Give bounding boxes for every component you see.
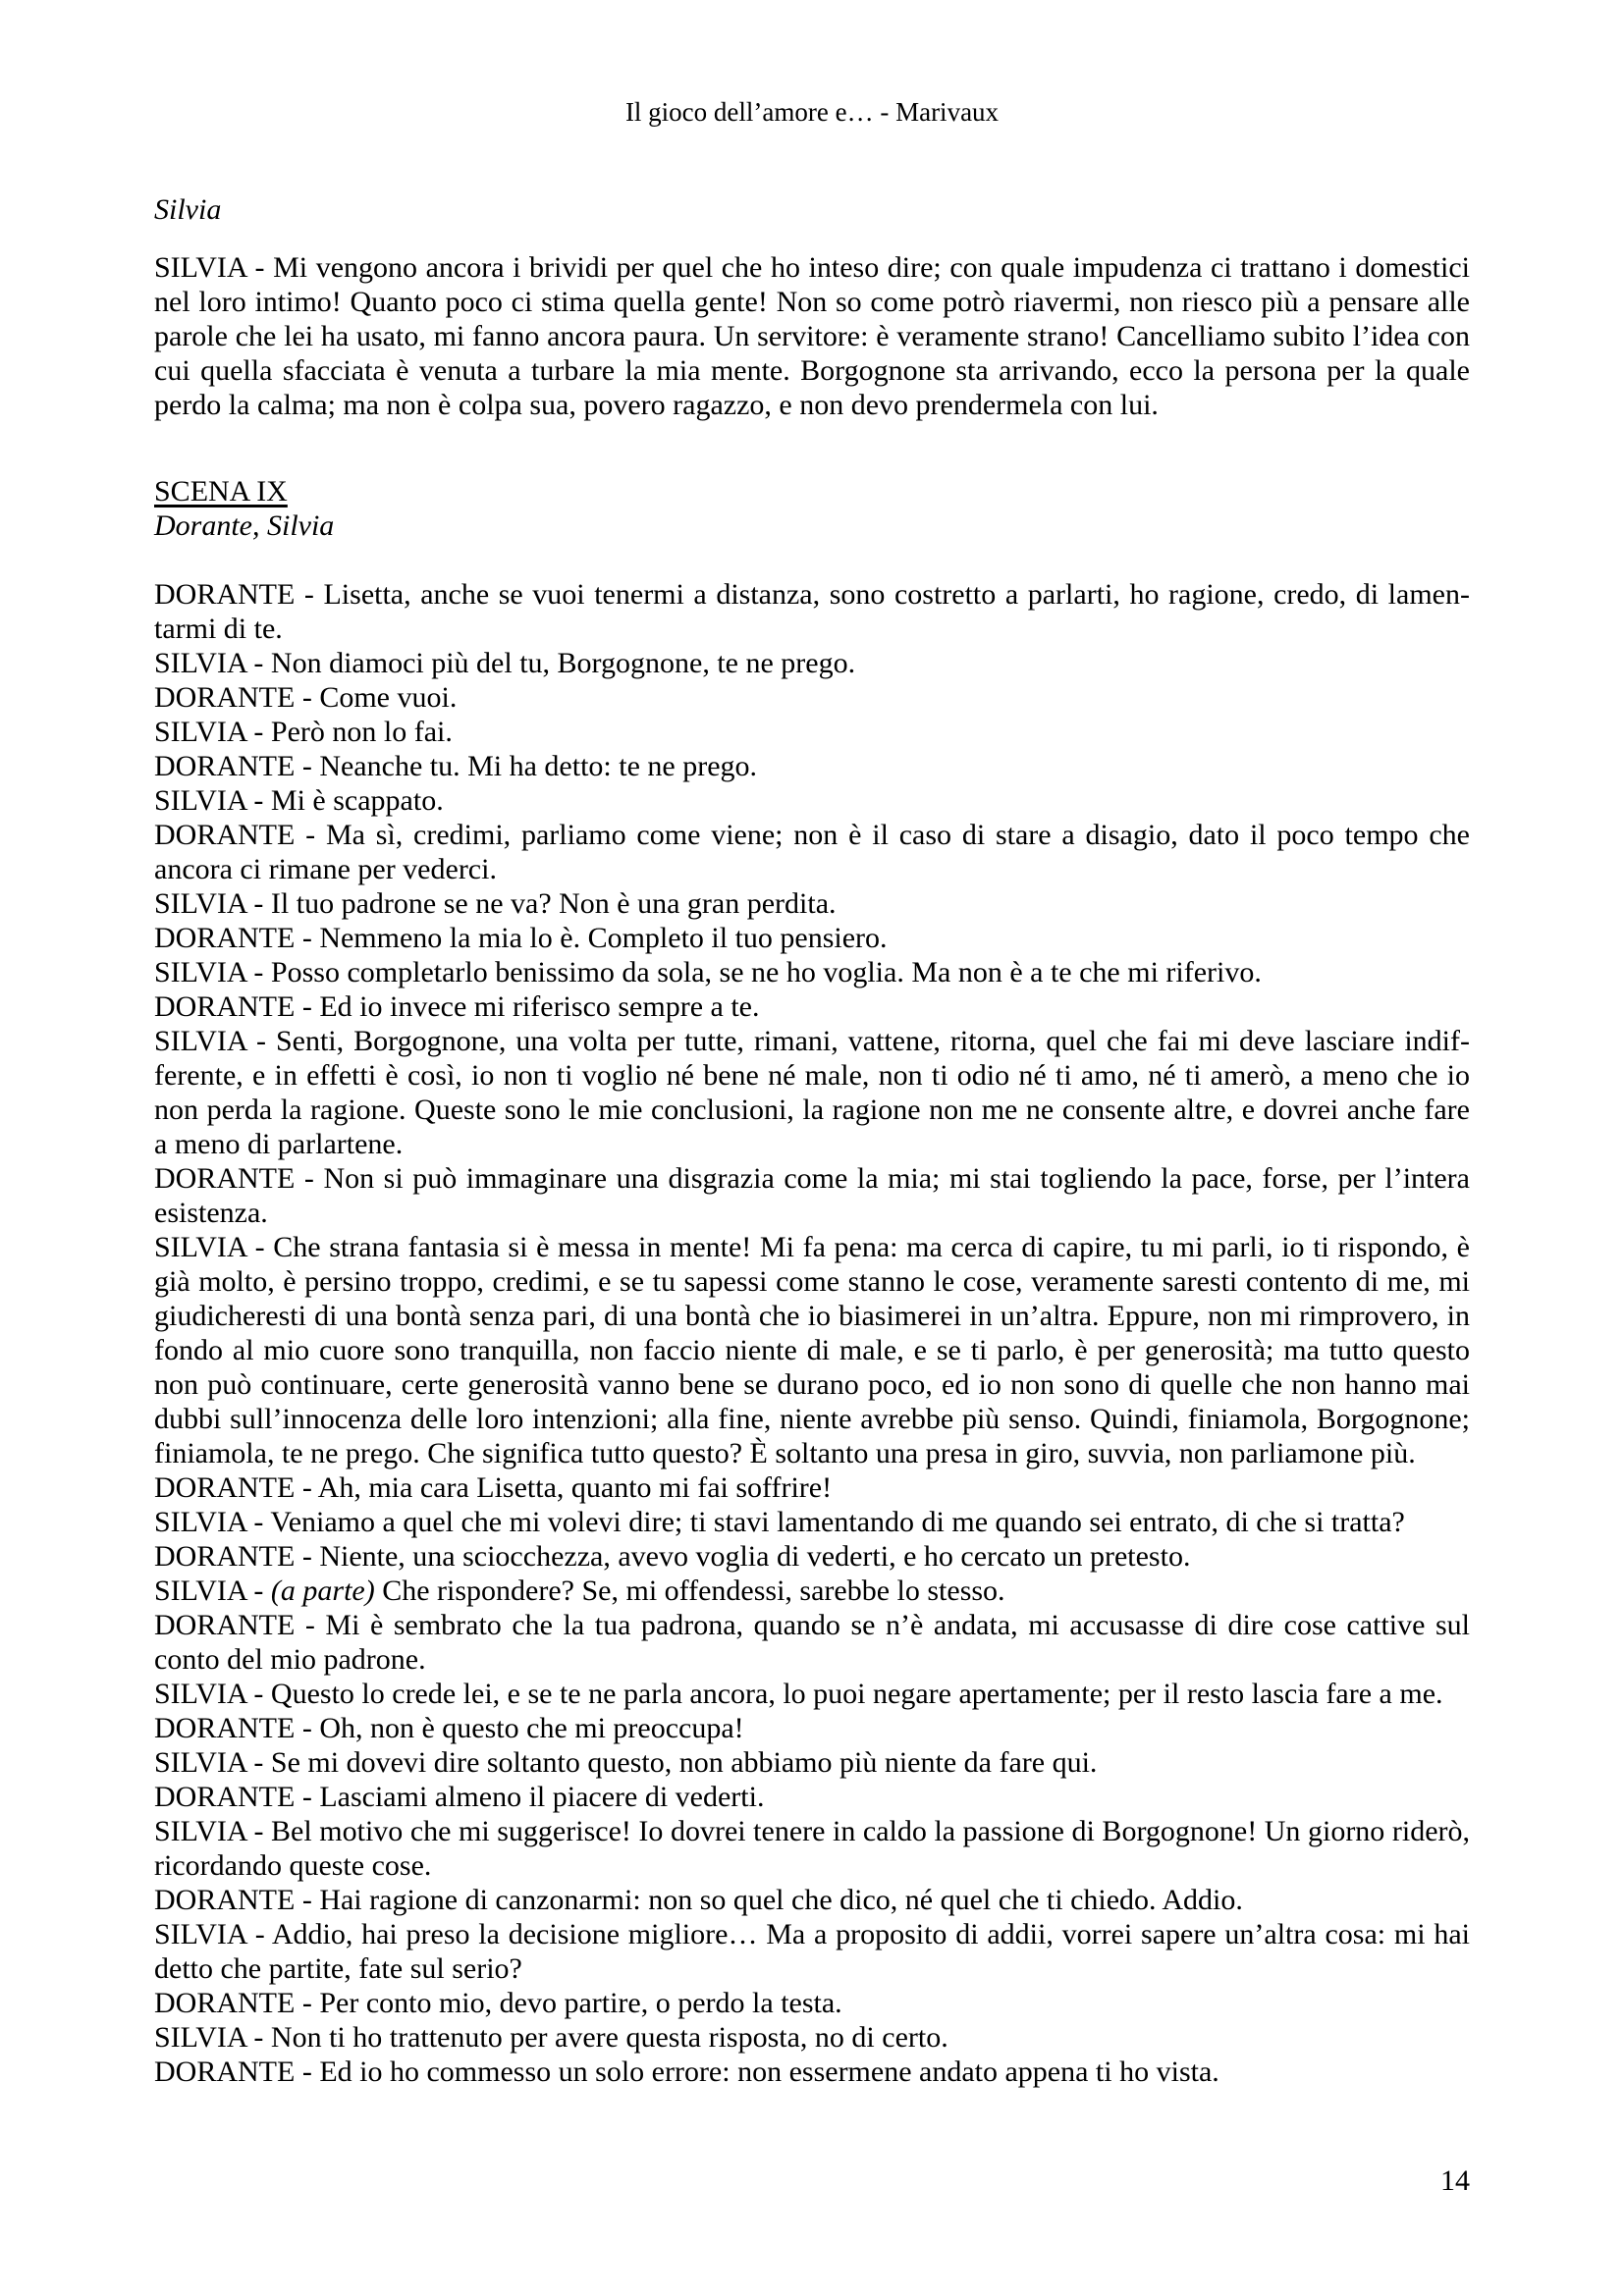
speech-line: SILVIA - Questo lo crede lei, e se te ne parla ancora, lo puoi negare apertamente; per il resto lascia fare a me. xyxy=(154,1678,1443,1710)
speech-line: SILVIA - (a parte) Che rispondere? Se, mi offendessi, sarebbe lo stesso. xyxy=(154,1575,1005,1607)
speech-line: DORANTE - Ah, mia cara Lisetta, quanto mi fai soffrire! xyxy=(154,1471,833,1504)
speaker-name: DORANTE xyxy=(154,990,296,1023)
speech-line: DORANTE - Come vuoi. xyxy=(154,681,458,714)
speaker-name: SILVIA xyxy=(154,1815,246,1847)
aside-direction: (a parte) xyxy=(270,1575,375,1607)
speech-line: SILVIA - Il tuo padrone se ne va? Non è una gran perdita. xyxy=(154,887,837,920)
speech-line: SILVIA - Che strana fantasia si è messa in mente! Mi fa pena: ma cerca di capire, tu mi parli, io ti rispondo, è già molto, è persino troppo, credimi, e se tu sapessi come stanno le cose, veramente saresti contento di me, mi giudicheresti di una bontà senza pari, di una bontà che io biasimerei in un’altra. Eppure, non mi rimprovero, in fondo al mio cuore sono tranquilla, non faccio niente di male, e se ti parlo, è per generosità; ma tutto questo non può continuare, certe generosità vanno bene se durano poco, ed io non sono di quelle che non hanno mai dubbi sull’innocenza delle loro intenzioni; alla fine, niente avrebbe più senso. Quindi, finiamola, Borgognone; finiamola, te ne prego. Che significa tutto questo? È soltanto una presa in giro, suvvia, non parliamone più. xyxy=(154,1231,1470,1469)
speaker-name: SILVIA xyxy=(154,1678,246,1710)
speech-line: DORANTE - Ed io invece mi riferisco sempre a te. xyxy=(154,990,760,1023)
page-content xyxy=(154,0,1470,2089)
scene-heading xyxy=(154,474,1470,508)
speaker-name: SILVIA xyxy=(154,1025,246,1057)
scene-characters: Dorante, Silvia xyxy=(154,509,335,542)
speech-line: DORANTE - Ma sì, credimi, parliamo come viene; non è il caso di stare a disagio, dato il poco tempo che ancora ci rimane per vederci. xyxy=(154,819,1470,885)
speaker-name: DORANTE xyxy=(154,1884,296,1916)
speaker-name: DORANTE xyxy=(154,2056,296,2088)
speaker-name: DORANTE xyxy=(154,1471,296,1504)
speaker-name: SILVIA xyxy=(154,1506,246,1538)
speech-line: DORANTE - Per conto mio, devo partire, o perdo la testa. xyxy=(154,1987,842,2019)
speaker-name: SILVIA xyxy=(154,784,246,817)
speech-line: SILVIA - Posso completarlo benissimo da sola, se ne ho voglia. Ma non è a te che mi riferivo. xyxy=(154,956,1262,988)
speaker-name: DORANTE xyxy=(154,1162,296,1195)
speech-line: SILVIA - Mi è scappato. xyxy=(154,784,444,817)
speaker-name: DORANTE xyxy=(154,578,296,611)
scene-heading-text: SCENA IX xyxy=(154,475,288,507)
page-number: 14 xyxy=(1440,2164,1470,2197)
speech-line: SILVIA - Veniamo a quel che mi volevi dire; ti stavi lamentando di me quando sei entrato, di che si tratta? xyxy=(154,1506,1405,1538)
speaker-name: DORANTE xyxy=(154,1987,296,2019)
speech-line: SILVIA - Bel motivo che mi suggerisce! Io dovrei tenere in caldo la passione di Borgognone! Un giorno riderò, ricordando queste cose. xyxy=(154,1815,1470,1882)
speaker-name: DORANTE xyxy=(154,1781,296,1813)
speaker-name: SILVIA xyxy=(154,887,246,920)
speaker-name: DORANTE xyxy=(154,922,296,954)
speaker-name: SILVIA xyxy=(154,1918,246,1950)
header-title: Il gioco dell’amore e… - Marivaux xyxy=(624,97,1000,127)
monologue xyxy=(154,250,1470,422)
speaker-name: DORANTE xyxy=(154,750,296,782)
speaker-name: DORANTE xyxy=(154,1609,296,1641)
speaker-name: SILVIA xyxy=(154,1746,246,1779)
speaker-name: DORANTE xyxy=(154,1712,296,1744)
speaker-name: SILVIA xyxy=(154,1231,246,1263)
speech-line: SILVIA - Mi vengono ancora i brividi per quel che ho inteso dire; con quale impudenza ci trattano i domestici nel loro intimo! Quanto poco ci stima quella gente! Non so come potrò riavermi, non riesco più a pensare alle parole che lei ha usato, mi fanno ancora paura. Un servitore: è veramente strano! Cancelliamo subito l’idea con cui quella sfacciata è venuta a turbare la mia mente. Borgognone sta arrivando, ecco la persona per la quale perdo la calma; ma non è colpa sua, povero ragazzo, e non devo prendermela con lui. xyxy=(154,251,1471,421)
speaker-name: SILVIA xyxy=(154,2021,246,2054)
speech-line: DORANTE - Lisetta, anche se vuoi tenermi a distanza, sono costretto a parlarti, ho ragione, credo, di lamentarmi di te. xyxy=(154,578,1470,645)
speech-line: SILVIA - Se mi dovevi dire soltanto questo, non abbiamo più niente da fare qui. xyxy=(154,1746,1098,1779)
speaker-name: SILVIA xyxy=(154,956,246,988)
speech-line: SILVIA - Addio, hai preso la decisione migliore… Ma a proposito di addii, vorrei sapere un’altra cosa: mi hai detto che partite, fate sul serio? xyxy=(154,1918,1470,1985)
speech-line: SILVIA - Non diamoci più del tu, Borgognone, te ne prego. xyxy=(154,647,856,679)
speech-line: SILVIA - Non ti ho trattenuto per avere questa risposta, no di certo. xyxy=(154,2021,948,2054)
speech-line: DORANTE - Ed io ho commesso un solo errore: non essermene andato appena ti ho vista. xyxy=(154,2056,1219,2088)
speech-line: DORANTE - Nemmeno la mia lo è. Completo il tuo pensiero. xyxy=(154,922,888,954)
speaker-name: DORANTE xyxy=(154,1540,296,1573)
speech-line: DORANTE - Hai ragione di canzonarmi: non so quel che dico, né quel che ti chiedo. Addio. xyxy=(154,1884,1243,1916)
speech-line: DORANTE - Non si può immaginare una disgrazia come la mia; mi stai togliendo la pace, forse, per l’intera esistenza. xyxy=(154,1162,1470,1229)
speaker-name: DORANTE xyxy=(154,681,296,714)
speech-line: DORANTE - Lasciami almeno il piacere di vederti. xyxy=(154,1781,765,1813)
speaker-name: DORANTE xyxy=(154,819,296,851)
speech-line: DORANTE - Niente, una sciocchezza, avevo voglia di vederti, e ho cercato un pretesto. xyxy=(154,1540,1191,1573)
stage-direction: Silvia xyxy=(154,193,222,226)
speech-line: DORANTE - Mi è sembrato che la tua padrona, quando se n’è andata, mi accusasse di dire cose cattive sul conto del mio padrone. xyxy=(154,1609,1470,1676)
speech-line: SILVIA - Però non lo fai. xyxy=(154,716,453,748)
speaker-name: SILVIA xyxy=(154,251,246,284)
speaker-name: SILVIA xyxy=(154,1575,246,1607)
speech-line: DORANTE - Oh, non è questo che mi preoccupa! xyxy=(154,1712,744,1744)
dialogue xyxy=(154,577,1470,2089)
speech-line: DORANTE - Neanche tu. Mi ha detto: te ne prego. xyxy=(154,750,758,782)
speaker-name: SILVIA xyxy=(154,647,246,679)
speaker-name: SILVIA xyxy=(154,716,246,748)
speech-line: SILVIA - Senti, Borgognone, una volta per tutte, rimani, vattene, ritorna, quel che fai mi deve lasciare indifferente, e in effetti è così, io non ti voglio né bene né male, non ti odio né ti amo, né ti amerò, a meno che io non perda la ragione. Queste sono le mie conclusioni, la ragione non me ne consente altre, e dovrei anche fare a meno di parlartene. xyxy=(154,1025,1470,1160)
